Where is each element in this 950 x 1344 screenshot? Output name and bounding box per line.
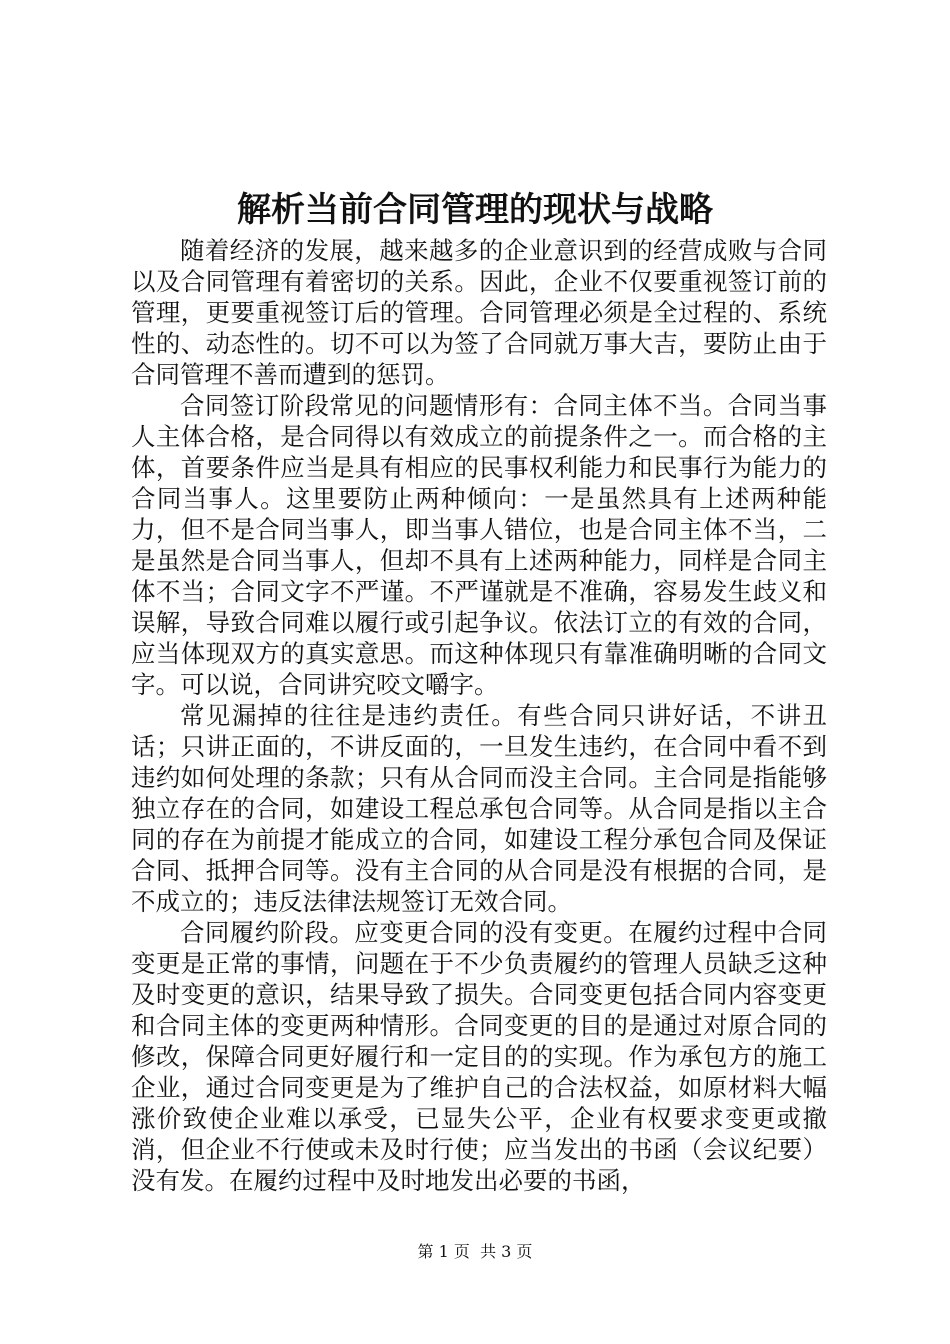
- document-body: [131, 235, 827, 1196]
- page-footer: [0, 1241, 950, 1263]
- paragraph-2: 合同签订阶段常见的问题情形有：合同主体不当。合同当事人主体合格，是合同得以有效成立的前提条件之一。而合格的主体，首要条件应当是具有相应的民事权利能力和民事行为能力的合同当事人。这里要防止两种倾向：一是虽然具有上述两种能力，但不是合同当事人，即当事人错位，也是合同主体不当，二是虽然是合同当事人，但却不具有上述两种能力，同样是合同主体不当；合同文字不严谨。不严谨就是不准确，容易发生歧义和误解，导致合同难以履行或引起争议。依法订立的有效的合同，应当体现双方的真实意思。而这种体现只有靠准确明晰的合同文字。可以说，合同讲究咬文嚼字。: [131, 391, 827, 699]
- page-total: 共 3 页: [480, 1242, 533, 1261]
- document-title: 解析当前合同管理的现状与战略: [237, 190, 713, 230]
- paragraph-1: 随着经济的发展，越来越多的企业意识到的经营成败与合同以及合同管理有着密切的关系。因此，企业不仅要重视签订前的管理，更要重视签订后的管理。合同管理必须是全过程的、系统性的、动态性的。切不可以为签了合同就万事大吉，要防止由于合同管理不善而遭到的惩罚。: [131, 236, 827, 389]
- paragraph-3: 常见漏掉的往往是违约责任。有些合同只讲好话，不讲丑话；只讲正面的，不讲反面的，一旦发生违约，在合同中看不到违约如何处理的条款；只有从合同而没主合同。主合同是指能够独立存在的合同，如建设工程总承包合同等。从合同是指以主合同的存在为前提才能成立的合同，如建设工程分承包合同及保证合同、抵押合同等。没有主合同的从合同是没有根据的合同，是不成立的；违反法律法规签订无效合同。: [131, 701, 827, 916]
- footer-gap: [470, 1242, 480, 1261]
- paragraph-4: 合同履约阶段。应变更合同的没有变更。在履约过程中合同变更是正常的事情，问题在于不少负责履约的管理人员缺乏这种及时变更的意识，结果导致了损失。合同变更包括合同内容变更和合同主体的变更两种情形。合同变更的目的是通过对原合同的修改，保障合同更好履行和一定目的的实现。作为承包方的施工企业，通过合同变更是为了维护自己的合法权益，如原材料大幅涨价致使企业难以承受，已显失公平，企业有权要求变更或撤消，但企业不行使或未及时行使；应当发出的书函（会议纪要）没有发。在履约过程中及时地发出必要的书函，: [131, 918, 827, 1195]
- page-number: 第 1 页: [417, 1242, 470, 1261]
